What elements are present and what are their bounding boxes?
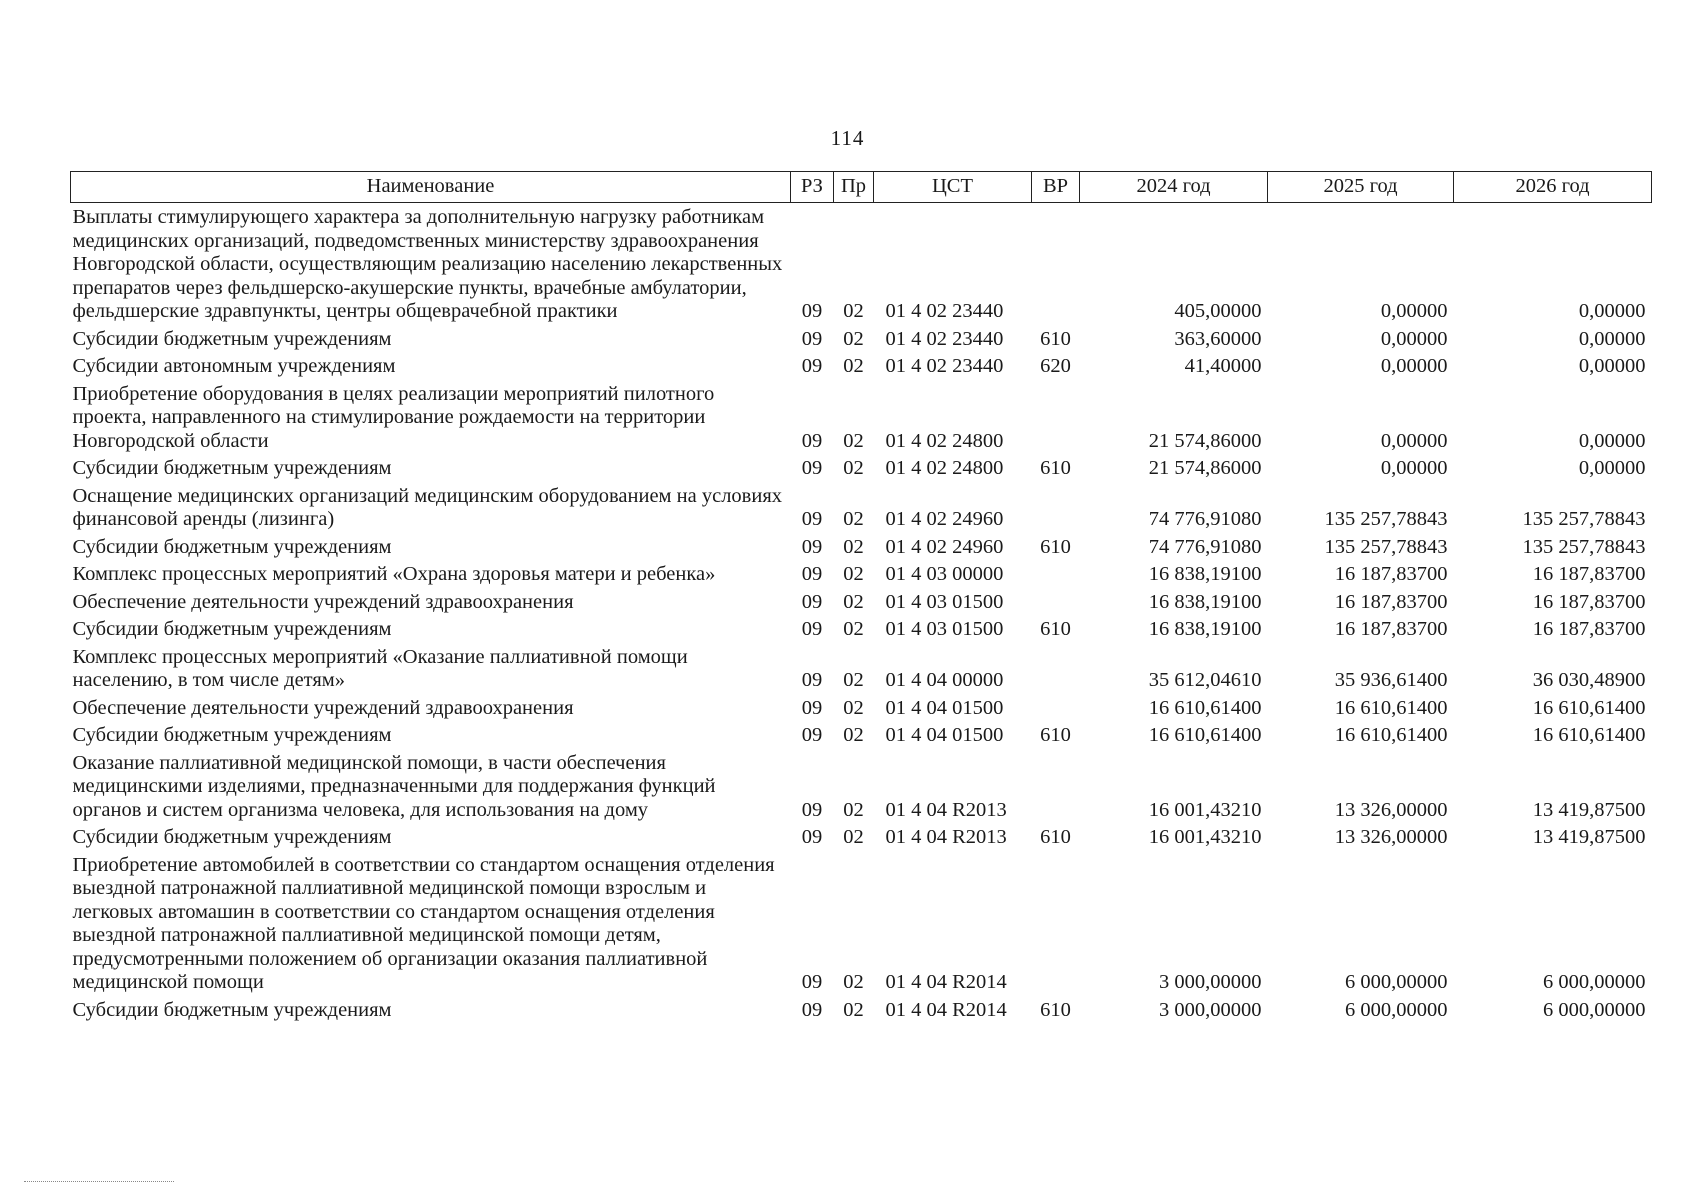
cell-name: Обеспечение деятельности учреждений здравоохранения — [72, 590, 574, 613]
cell-rz: 09 — [801, 590, 823, 613]
cell-y2025: 135 257,78843 — [1324, 535, 1448, 558]
cell-y2025: 6 000,00000 — [1345, 971, 1448, 993]
cell-vr — [1032, 695, 1080, 723]
cell-y2026: 0,00000 — [1578, 457, 1646, 479]
table-row — [71, 852, 1652, 997]
cell-pr: 02 — [843, 457, 864, 479]
cell-rz: 09 — [801, 798, 823, 821]
cell-y2025: 0,00000 — [1380, 429, 1448, 452]
header-vr: ВР — [1032, 172, 1080, 203]
cell-y2026: 0,00000 — [1578, 429, 1646, 452]
table-row — [71, 353, 1652, 381]
cell-y2025: 0,00000 — [1380, 355, 1448, 377]
table-row — [71, 203, 1652, 326]
cell-cst: 01 4 02 24960 — [885, 508, 1004, 530]
cell-y2024: 74 776,91080 — [1148, 508, 1262, 530]
cell-vr: 610 — [1040, 327, 1071, 350]
cell-pr: 02 — [843, 669, 864, 691]
cell-name: Приобретение автомобилей в соответствии со стандартом оснащения отделения выездной патронажной паллиативной медицинской помощи взрослым и легковых автомашин в соответствии со стандартом оснащения отделения выездной патронажной паллиативной медицинской помощи детям, предусмотренными положением об организации оказания паллиативной медицинской помощи — [72, 853, 775, 993]
cell-y2024: 16 610,61400 — [1148, 724, 1262, 746]
cell-y2025: 0,00000 — [1380, 457, 1448, 479]
cell-rz: 09 — [801, 826, 823, 848]
cell-cst: 01 4 04 01500 — [885, 724, 1004, 746]
cell-cst: 01 4 03 01500 — [885, 618, 1004, 640]
cell-y2026: 16 610,61400 — [1532, 724, 1646, 746]
cell-y2025: 16 610,61400 — [1334, 724, 1448, 746]
cell-y2026: 0,00000 — [1578, 355, 1646, 377]
cell-rz: 09 — [801, 508, 823, 530]
cell-y2024: 16 838,19100 — [1148, 590, 1262, 613]
cell-vr: 610 — [1040, 724, 1071, 746]
cell-vr — [1032, 750, 1080, 825]
cell-cst: 01 4 04 R2014 — [885, 971, 1007, 993]
header-cst: ЦСТ — [874, 172, 1032, 203]
cell-y2026: 16 610,61400 — [1532, 696, 1646, 719]
cell-name: Комплекс процессных мероприятий «Охрана здоровья матери и ребенка» — [72, 563, 716, 585]
cell-y2025: 16 187,83700 — [1334, 563, 1448, 585]
table-row — [71, 722, 1652, 750]
cell-name: Оказание паллиативной медицинской помощи, в части обеспечения медицинскими изделиями, предназначенными для поддержания функций органов и систем организма человека, для использования на дому — [72, 751, 716, 821]
cell-y2024: 16 838,19100 — [1148, 618, 1262, 640]
table-row — [71, 561, 1652, 589]
table-row — [71, 750, 1652, 825]
cell-y2024: 3 000,00000 — [1159, 998, 1262, 1021]
cell-cst: 01 4 02 24800 — [885, 429, 1004, 452]
cell-vr: 610 — [1040, 457, 1071, 479]
cell-rz: 09 — [801, 429, 823, 452]
cell-y2024: 74 776,91080 — [1148, 535, 1262, 558]
cell-cst: 01 4 04 R2013 — [885, 798, 1007, 821]
header-2024: 2024 год — [1080, 172, 1268, 203]
cell-cst: 01 4 02 23440 — [885, 355, 1004, 377]
table-row — [71, 824, 1652, 852]
cell-vr: 610 — [1040, 998, 1071, 1021]
table-row — [71, 695, 1652, 723]
cell-y2025: 13 326,00000 — [1334, 826, 1448, 848]
cell-y2025: 135 257,78843 — [1324, 508, 1448, 530]
cell-y2024: 405,00000 — [1174, 300, 1262, 322]
cell-rz: 09 — [801, 535, 823, 558]
cell-y2026: 135 257,78843 — [1522, 535, 1646, 558]
cell-name: Субсидии бюджетным учреждениям — [72, 327, 392, 350]
cell-y2026: 0,00000 — [1578, 300, 1646, 322]
cell-y2024: 16 610,61400 — [1148, 696, 1262, 719]
cell-pr: 02 — [843, 798, 864, 821]
cell-cst: 01 4 04 R2013 — [885, 826, 1007, 848]
cell-y2024: 363,60000 — [1174, 327, 1262, 350]
cell-cst: 01 4 04 R2014 — [885, 998, 1007, 1021]
cell-rz: 09 — [801, 300, 823, 322]
cell-name: Комплекс процессных мероприятий «Оказание паллиативной помощи населению, в том числе детям» — [72, 645, 688, 691]
cell-vr: 610 — [1040, 618, 1071, 640]
table-row — [71, 997, 1652, 1025]
cell-y2024: 41,40000 — [1184, 355, 1262, 377]
cell-cst: 01 4 02 24800 — [885, 457, 1004, 479]
cell-vr — [1032, 381, 1080, 456]
cell-y2026: 0,00000 — [1578, 327, 1646, 350]
cell-cst: 01 4 04 01500 — [885, 696, 1004, 719]
cell-y2025: 6 000,00000 — [1345, 998, 1448, 1021]
cell-name: Выплаты стимулирующего характера за дополнительную нагрузку работникам медицинских организаций, подведомственных министерству здравоохранения Новгородской области, осуществляющим реализацию населению лекарственных препаратов через фельдшерско-акушерские пункты, врачебные амбулатории, фельдшерские здравпункты, центры общеврачебной практики — [72, 206, 783, 322]
cell-y2024: 16 001,43210 — [1148, 798, 1262, 821]
cell-name: Субсидии бюджетным учреждениям — [72, 826, 392, 848]
table-row — [71, 589, 1652, 617]
cell-rz: 09 — [801, 457, 823, 479]
header-name: Наименование — [71, 172, 791, 203]
cell-pr: 02 — [843, 429, 864, 452]
cell-rz: 09 — [801, 998, 823, 1021]
cell-name: Субсидии бюджетным учреждениям — [72, 724, 392, 746]
cell-rz: 09 — [801, 724, 823, 746]
cell-y2025: 16 187,83700 — [1334, 590, 1448, 613]
cell-rz: 09 — [801, 563, 823, 585]
cell-pr: 02 — [843, 971, 864, 993]
table-row — [71, 326, 1652, 354]
cell-pr: 02 — [843, 508, 864, 530]
cell-y2024: 3 000,00000 — [1159, 971, 1262, 993]
header-2026: 2026 год — [1454, 172, 1652, 203]
cell-cst: 01 4 02 24960 — [885, 535, 1004, 558]
cell-cst: 01 4 03 00000 — [885, 563, 1004, 585]
cell-y2025: 13 326,00000 — [1334, 798, 1448, 821]
cell-pr: 02 — [843, 300, 864, 322]
cell-vr — [1032, 852, 1080, 997]
header-rz: РЗ — [791, 172, 834, 203]
cell-y2026: 16 187,83700 — [1532, 563, 1646, 585]
cell-rz: 09 — [801, 618, 823, 640]
table-row — [71, 644, 1652, 695]
budget-table — [70, 171, 1652, 1024]
page-number: 114 — [830, 126, 865, 150]
cell-y2026: 6 000,00000 — [1543, 998, 1646, 1021]
cell-vr — [1032, 483, 1080, 534]
cell-vr: 620 — [1040, 355, 1071, 377]
cell-pr: 02 — [843, 696, 864, 719]
table-row — [71, 381, 1652, 456]
cell-y2024: 21 574,86000 — [1148, 457, 1262, 479]
cell-rz: 09 — [801, 971, 823, 993]
cell-cst: 01 4 02 23440 — [885, 300, 1004, 322]
table-body — [71, 203, 1652, 1025]
cell-y2026: 6 000,00000 — [1543, 971, 1646, 993]
table-row — [71, 455, 1652, 483]
cell-y2024: 21 574,86000 — [1148, 429, 1262, 452]
cell-pr: 02 — [843, 618, 864, 640]
cell-name: Приобретение оборудования в целях реализации мероприятий пилотного проекта, направленного на стимулирование рождаемости на территории Новгородской области — [72, 382, 715, 452]
cell-pr: 02 — [843, 590, 864, 613]
cell-name: Субсидии автономным учреждениям — [72, 355, 396, 377]
cell-rz: 09 — [801, 696, 823, 719]
cell-vr: 610 — [1040, 826, 1071, 848]
cell-vr — [1032, 561, 1080, 589]
cell-y2025: 16 610,61400 — [1334, 696, 1448, 719]
cell-pr: 02 — [843, 563, 864, 585]
cell-name: Обеспечение деятельности учреждений здравоохранения — [72, 696, 574, 719]
table-row — [71, 483, 1652, 534]
cell-pr: 02 — [843, 724, 864, 746]
header-pr: Пр — [834, 172, 874, 203]
cell-cst: 01 4 02 23440 — [885, 327, 1004, 350]
cell-y2026: 135 257,78843 — [1522, 508, 1646, 530]
cell-name: Субсидии бюджетным учреждениям — [72, 457, 392, 479]
cell-pr: 02 — [843, 327, 864, 350]
cell-y2026: 36 030,48900 — [1532, 669, 1646, 691]
cell-y2026: 16 187,83700 — [1532, 590, 1646, 613]
cell-rz: 09 — [801, 355, 823, 377]
cell-y2026: 13 419,87500 — [1532, 798, 1646, 821]
table-row — [71, 616, 1652, 644]
table-row — [71, 534, 1652, 562]
cell-cst: 01 4 03 01500 — [885, 590, 1004, 613]
cell-name: Оснащение медицинских организаций медицинским оборудованием на условиях финансовой аренды (лизинга) — [72, 484, 783, 530]
cell-name: Субсидии бюджетным учреждениям — [72, 998, 392, 1021]
cell-y2024: 35 612,04610 — [1148, 669, 1262, 691]
cell-y2024: 16 001,43210 — [1148, 826, 1262, 848]
cell-pr: 02 — [843, 535, 864, 558]
header-2025: 2025 год — [1268, 172, 1454, 203]
cell-y2025: 0,00000 — [1380, 327, 1448, 350]
cell-rz: 09 — [801, 669, 823, 691]
cell-y2025: 16 187,83700 — [1334, 618, 1448, 640]
cell-vr — [1032, 589, 1080, 617]
cell-pr: 02 — [843, 355, 864, 377]
cell-vr — [1032, 203, 1080, 326]
cell-vr — [1032, 644, 1080, 695]
cell-y2025: 0,00000 — [1380, 300, 1448, 322]
cell-vr: 610 — [1040, 535, 1071, 558]
cell-name: Субсидии бюджетным учреждениям — [72, 618, 392, 640]
cell-cst: 01 4 04 00000 — [885, 669, 1004, 691]
scan-artifact — [24, 1181, 174, 1183]
cell-name: Субсидии бюджетным учреждениям — [72, 535, 392, 558]
cell-y2026: 13 419,87500 — [1532, 826, 1646, 848]
cell-y2025: 35 936,61400 — [1334, 669, 1448, 691]
cell-rz: 09 — [801, 327, 823, 350]
cell-y2026: 16 187,83700 — [1532, 618, 1646, 640]
cell-pr: 02 — [843, 826, 864, 848]
cell-y2024: 16 838,19100 — [1148, 563, 1262, 585]
cell-pr: 02 — [843, 998, 864, 1021]
table-header-row — [71, 172, 1652, 203]
